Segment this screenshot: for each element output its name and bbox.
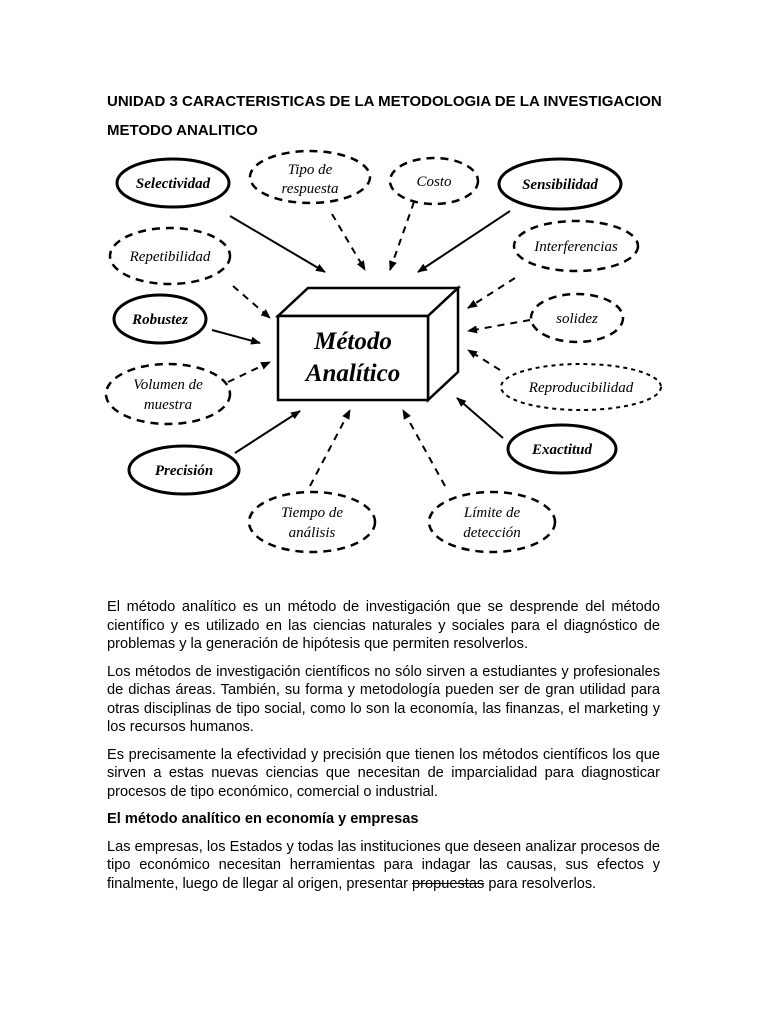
node-repetibilidad (110, 228, 230, 284)
node-label: Tiempo de (280, 505, 344, 521)
struck-word: propuestas (412, 875, 485, 892)
node-sensibilidad (499, 159, 621, 209)
node-reproducibilidad (501, 364, 661, 410)
node-label: muestra (143, 397, 193, 413)
node-label: Exactitud (531, 442, 593, 458)
arrow-robustez (212, 330, 260, 343)
node-label: Interferencias (534, 239, 618, 255)
arrow-volumen-muestra (228, 362, 270, 382)
node-robustez (114, 295, 206, 343)
document-title: UNIDAD 3 CARACTERISTICAS DE LA METODOLOGIA DE LA INVESTIGACION (107, 93, 662, 110)
node-interferencias (514, 221, 638, 271)
arrow-solidez (468, 320, 530, 331)
node-label: Robustez (132, 312, 188, 328)
node-label: Costo (416, 174, 452, 190)
node-exactitud (508, 425, 616, 473)
node-solidez (531, 294, 623, 342)
arrow-precision (235, 411, 300, 453)
node-tipo-respuesta (250, 151, 370, 203)
arrow-costo (390, 202, 414, 270)
node-label: Límite de (463, 505, 521, 521)
arrow-selectividad (230, 216, 325, 272)
paragraph-3: Es precisamente la efectividad y precisión que tienen los métodos científicos los que sirven a estas nuevas ciencias que necesitan de imparcialidad para diagnosticar procesos de tipo económico, comercial o industrial. (107, 746, 660, 800)
section-heading: El método analítico en economía y empresas (107, 811, 419, 827)
arrow-repetibilidad (233, 286, 270, 318)
node-costo (390, 158, 478, 204)
paragraph-4 (107, 838, 660, 894)
paragraph-4-end: para resolverlos. (484, 875, 597, 892)
node-selectividad (117, 159, 229, 207)
node-limite-deteccion (429, 492, 555, 552)
node-precision (129, 446, 239, 494)
arrow-sensibilidad (418, 211, 510, 272)
paragraph-2: Los métodos de investigación científicos no sólo sirven a estudiantes y profesionales de dichas áreas. También, su forma y metodología pueden ser de gran utilidad para otras disciplinas de tipo social, como lo son la economía, las finanzas, el marketing y los recursos humanos. (107, 663, 660, 735)
node-label: Sensibilidad (522, 177, 598, 193)
arrow-reproducibilidad (468, 350, 500, 370)
document-subtitle: METODO ANALITICO (107, 122, 258, 139)
node-label: respuesta (281, 181, 339, 197)
paragraph-4-start: Las empresas, los Estados y todas las instituciones que deseen analizar procesos de tipo económico necesitan herramientas para indagar las causas, sus efectos y finalmente, luego de llegar al origen, presentar (107, 838, 660, 892)
node-label: detección (463, 525, 521, 541)
metodo-analitico-diagram (100, 148, 680, 563)
center-label-line2: Analítico (305, 360, 401, 387)
node-label: Tipo de (287, 162, 333, 178)
arrow-tipo-respuesta (332, 214, 365, 270)
arrow-limite-deteccion (403, 410, 445, 486)
center-label-line1: Método (314, 328, 392, 355)
node-label: solidez (556, 311, 598, 327)
body-text (107, 598, 660, 902)
node-label: Volumen de (133, 377, 203, 393)
node-volumen-muestra (106, 364, 230, 424)
arrow-exactitud (457, 398, 503, 438)
node-label: Reproducibilidad (528, 380, 634, 396)
node-label: análisis (288, 525, 336, 541)
node-label: Selectividad (135, 176, 211, 192)
node-label: Precisión (154, 463, 214, 479)
arrow-tiempo-analisis (310, 410, 350, 486)
node-tiempo-analisis (249, 492, 375, 552)
node-label: Repetibilidad (129, 249, 211, 265)
paragraph-1: El método analítico es un método de investigación que se desprende del método científico y es utilizado en las ciencias naturales y sociales para el diagnóstico de problemas y la generación de hipótesis que permiten resolverlos. (107, 599, 660, 652)
arrow-interferencias (468, 278, 515, 308)
